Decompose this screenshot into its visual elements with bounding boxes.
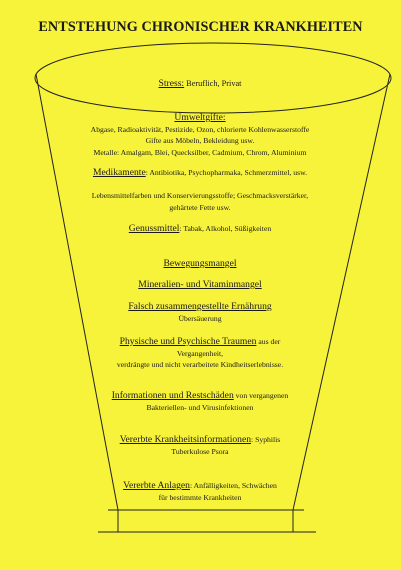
anlagen-heading: Vererbte Anlagen	[123, 480, 190, 491]
stress-heading: Stress:	[158, 78, 185, 89]
stress-section	[40, 78, 360, 90]
genussmittel-text: : Tabak, Alkohol, Süßigkeiten	[179, 224, 272, 233]
umweltgifte-line-2: Gifte aus Möbeln, Bekleidung usw.	[145, 136, 255, 145]
krankheitsinformationen-section	[40, 434, 360, 457]
traumen-heading: Physische und Psychische Traumen	[119, 336, 257, 347]
informationen-heading: Informationen und Restschäden	[111, 390, 234, 401]
bewegungsmangel-section	[40, 258, 360, 270]
umweltgifte-line-1: Abgase, Radioaktivität, Pestizide, Ozon, chlorierte Kohlenwasserstoffe	[90, 124, 310, 134]
traumen-line-2: verdrängte und nicht verarbeitete Kindheitserlebnisse.	[116, 360, 284, 369]
traumen-line-1: Vergangenheit,	[176, 348, 224, 358]
stress-text: Beruflich, Privat	[184, 79, 242, 88]
anlagen-line-1: für bestimmte Krankheiten	[158, 492, 242, 502]
traumen-text: aus der	[256, 337, 281, 346]
umweltgifte-line-3: Metalle: Amalgam, Blei, Quecksilber, Cadmium, Chrom, Aluminium	[93, 147, 307, 157]
bewegungsmangel-heading: Bewegungsmangel	[163, 258, 237, 269]
lebensmittel-line-1: Lebensmittelfarben und Konservierungsstoffe; Geschmacksverstärker,	[91, 191, 309, 200]
krankheitsinformationen-heading: Vererbte Krankheitsinformationen	[119, 434, 252, 445]
ernaehrung-line-1: Übersäuerung	[178, 313, 222, 323]
anlagen-text: : Anfälligkeiten, Schwächen	[189, 481, 277, 490]
mineralien-heading: Mineralien- und Vitaminmangel	[138, 279, 262, 290]
informationen-line-1: Bakteriellen- und Virusinfektionen	[146, 402, 254, 412]
krankheitsinformationen-line-1: Tuberkulose Psora	[171, 446, 229, 456]
genussmittel-heading: Genussmittel	[128, 223, 180, 234]
krankheitsinformationen-text: : Syphilis	[251, 435, 281, 444]
lebensmittel-line-2: gehärtete Fette usw.	[169, 202, 231, 212]
genussmittel-section	[40, 223, 360, 235]
medikamente-heading: Medikamente	[92, 167, 146, 178]
ernaehrung-section	[40, 301, 360, 324]
umweltgifte-section	[40, 112, 360, 158]
informationen-section	[40, 390, 360, 413]
medikamente-text: : Antibiotika, Psychopharmaka, Schmerzmittel, usw.	[145, 168, 308, 177]
medikamente-section	[40, 167, 360, 179]
lebensmittel-section	[40, 190, 360, 213]
anlagen-section	[40, 480, 360, 503]
page-title: ENTSTEHUNG CHRONISCHER KRANKHEITEN	[38, 19, 363, 35]
informationen-text: von vergangenen	[233, 391, 289, 400]
traumen-section	[40, 336, 360, 371]
ernaehrung-heading: Falsch zusammengestellte Ernährung	[128, 301, 272, 312]
mineralien-section	[40, 279, 360, 291]
umweltgifte-heading: Umweltgifte:	[174, 112, 226, 123]
